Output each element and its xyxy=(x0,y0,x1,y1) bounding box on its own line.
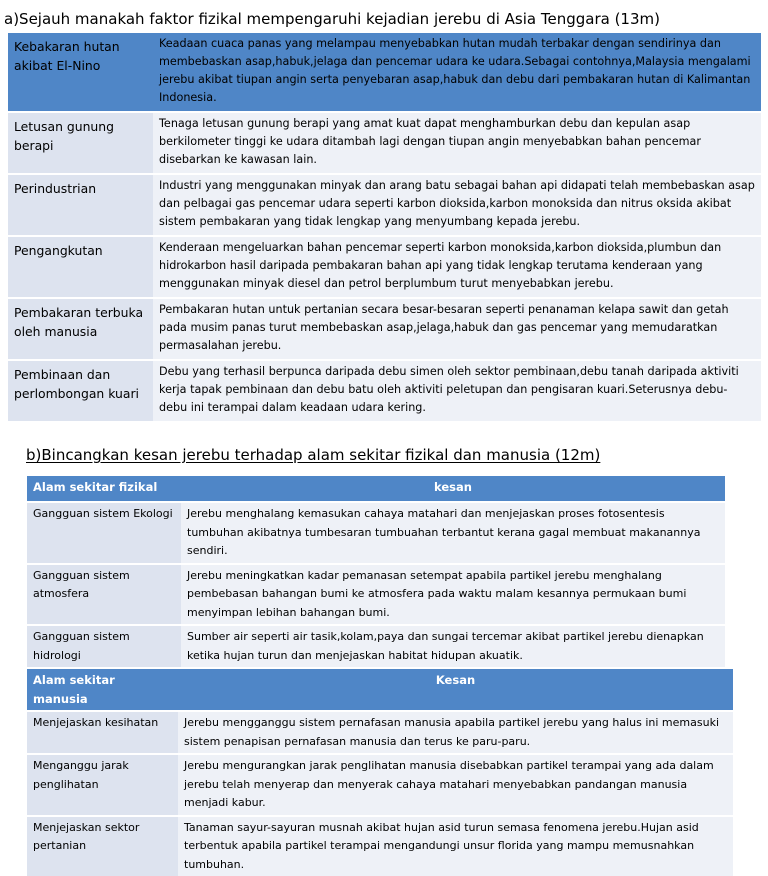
item-cell: Gangguan sistem Ekologi xyxy=(27,502,181,564)
description-cell: Keadaan cuaca panas yang melampau menyebabkan hutan mudah terbakar dengan sendirinya dan membebaskan asap,habuk,jelaga dan pencemar udara ke udara.Sebagai contohnya,Malaysia mengalami jerebu akibat tiupan angin serta penyebaran asap,habuk dan debu dari pembakaran hutan di Kalimantan Indonesia. xyxy=(153,33,761,112)
factor-cell: Pengangkutan xyxy=(8,236,153,298)
table-row xyxy=(27,625,725,667)
table-row xyxy=(27,564,725,626)
effect-cell: Sumber air seperti air tasik,kolam,paya dan sungai tercemar akibat partikel jerebu dienapkan ketika hujan turun dan menjejaskan habitat hidupan akuatik. xyxy=(181,625,725,667)
item-cell: Gangguan sistem hidrologi xyxy=(27,625,181,667)
item-cell: Menjejaskan sektor pertanian xyxy=(27,816,178,876)
effect-cell: Jerebu mengganggu sistem pernafasan manusia apabila partikel jerebu yang halus ini memasuki sistem penapisan pernafasan manusia dan terus ke paru-paru. xyxy=(178,711,733,754)
description-cell: Tenaga letusan gunung berapi yang amat kuat dapat menghamburkan debu dan kepulan asap berkilometer tinggi ke udara ditambah lagi dengan tiupan angin menyebabkan bahan pencemar disebarkan ke kawasan lain. xyxy=(153,112,761,174)
factor-cell: Perindustrian xyxy=(8,174,153,236)
item-cell: Menganggu jarak penglihatan xyxy=(27,754,178,816)
table-row xyxy=(8,174,761,236)
item-cell: Gangguan sistem atmosfera xyxy=(27,564,181,626)
table-header-row xyxy=(27,476,725,502)
section-b-heading: b)Bincangkan kesan jerebu terhadap alam sekitar fizikal dan manusia (12m) xyxy=(26,446,600,464)
table-row xyxy=(27,816,733,876)
column-header: Alam sekitar fizikal xyxy=(27,476,181,502)
effect-cell: Jerebu mengurangkan jarak penglihatan manusia disebabkan partikel terampai yang ada dalam jerebu telah menyerap dan menyerak cahaya matahari menyebabkan pandangan manusia menjadi kabur. xyxy=(178,754,733,816)
factor-cell: Pembinaan dan perlombongan kuari xyxy=(8,360,153,422)
item-cell: Menjejaskan kesihatan xyxy=(27,711,178,754)
factors-table xyxy=(8,33,761,423)
effect-cell: Tanaman sayur-sayuran musnah akibat hujan asid turun semasa fenomena jerebu.Hujan asid terbentuk apabila partikel terampai mengandungi unsur florida yang mampu memusnahkan tumbuhan. xyxy=(178,816,733,876)
physical-effects-table xyxy=(27,476,725,667)
table-row xyxy=(8,236,761,298)
effect-cell: Jerebu meningkatkan kadar pemanasan setempat apabila partikel jerebu menghalang pembebasan bahangan bumi ke atmosfera pada waktu malam kesannya permukaan bumi menyimpan lebihan bahangan bumi. xyxy=(181,564,725,626)
column-header: Alam sekitar manusia xyxy=(27,669,178,711)
factor-cell: Kebakaran hutan akibat El-Nino xyxy=(8,33,153,112)
description-cell: Pembakaran hutan untuk pertanian secara besar-besaran seperti penanaman kelapa sawit dan getah pada musim panas turut membebaskan asap,jelaga,habuk dan gas pencemar yang memudaratkan permasalahan jerebu. xyxy=(153,298,761,360)
table-header-row xyxy=(27,669,733,711)
factor-cell: Pembakaran terbuka oleh manusia xyxy=(8,298,153,360)
description-cell: Kenderaan mengeluarkan bahan pencemar seperti karbon monoksida,karbon dioksida,plumbun dan hidrokarbon hasil daripada pembakaran bahan api yang tidak lengkap terutama kenderaan yang menggunakan minyak diesel dan petrol berplumbum turut menyebabkan jerebu. xyxy=(153,236,761,298)
description-cell: Debu yang terhasil berpunca daripada debu simen oleh sektor pembinaan,debu tanah daripada aktiviti kerja tapak pembinaan dan debu batu oleh aktiviti peletupan dan pengisaran kuari.Seterusnya debu-debu ini terampai dalam keadaan udara kering. xyxy=(153,360,761,422)
factor-cell: Letusan gunung berapi xyxy=(8,112,153,174)
human-effects-table xyxy=(27,669,733,876)
table-row xyxy=(27,754,733,816)
effect-cell: Jerebu menghalang kemasukan cahaya matahari dan menjejaskan proses fotosentesis tumbuhan akibatnya tumbesaran tumbuahan terbantut kerana gagal membuat makanannya sendiri. xyxy=(181,502,725,564)
table-row xyxy=(8,33,761,112)
column-header: kesan xyxy=(181,476,725,502)
table-row xyxy=(8,112,761,174)
column-header: Kesan xyxy=(178,669,733,711)
table-row xyxy=(27,711,733,754)
section-a-heading: a)Sejauh manakah faktor fizikal mempengaruhi kejadian jerebu di Asia Tenggara (13m) xyxy=(4,10,660,28)
table-row xyxy=(8,360,761,422)
table-row xyxy=(8,298,761,360)
description-cell: Industri yang menggunakan minyak dan arang batu sebagai bahan api didapati telah membebaskan asap dan pelbagai gas pencemar udara seperti karbon dioksida,karbon monoksida dan nitrus oksida akibat sistem pembakaran yang tidak lengkap yang menyumbang kepada jerebu. xyxy=(153,174,761,236)
table-row xyxy=(27,502,725,564)
